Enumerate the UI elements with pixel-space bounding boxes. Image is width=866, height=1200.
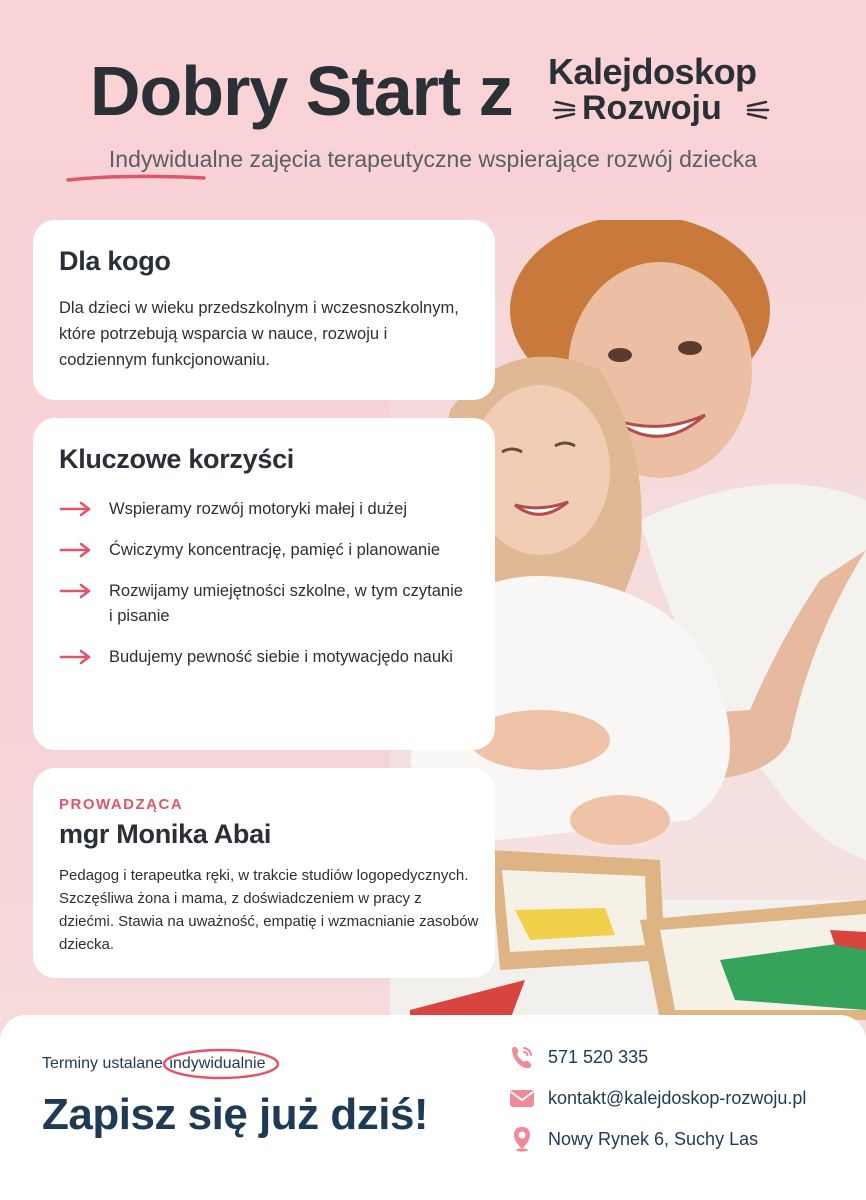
lead-label: PROWADZĄCA	[59, 796, 184, 813]
benefit-text: Budujemy pewność siebie i motywacjędo nauki	[109, 648, 453, 666]
benefit-item	[59, 497, 464, 522]
benefit-text: Wspieramy rozwój motoryki małej i dużej	[109, 500, 407, 518]
logo-sparkle-icon	[548, 88, 778, 128]
subtitle	[0, 146, 866, 173]
lead-name: mgr Monika Abai	[59, 819, 272, 849]
phone-number: 571 520 335	[548, 1047, 649, 1067]
address-text: Nowy Rynek 6, Suchy Las	[548, 1129, 759, 1149]
arrow-right-icon	[59, 501, 93, 517]
page-title: Dobry Start z	[90, 52, 513, 130]
for-whom-heading: Dla kogo	[59, 246, 171, 276]
arrow-right-icon	[59, 583, 93, 599]
benefits-list	[59, 497, 469, 670]
for-whom-text: Dla dzieci w wieku przedszkolnym i wczesnoszkolnym, które potrzebują wsparcia w nauce, rozwoju i codziennym funkcjonowaniu.	[59, 299, 459, 369]
logo-text-line1: Kalejdoskop	[548, 51, 757, 92]
envelope-icon	[508, 1084, 536, 1112]
benefit-item	[59, 579, 464, 629]
footer	[0, 1015, 866, 1200]
underline-brush-icon	[66, 172, 206, 184]
terms-circled	[167, 1055, 267, 1073]
benefit-text: Ćwiczymy koncentrację, pamięć i planowanie	[109, 541, 441, 559]
lead-bio: Pedagog i terapeutka ręki, w trakcie studiów logopedycznych. Szczęśliwa żona i mama, z doświadczeniem w pracy z dziećmi. Stawia na uważność, empatię i wzmacnianie zasobów dziecka.	[59, 867, 479, 953]
benefit-text: Rozwijamy umiejętności szkolne, w tym czytanie i pisanie	[109, 582, 463, 625]
cta-headline: Zapisz się już dziś!	[42, 1090, 429, 1139]
terms-circled-text: indywidualnie	[169, 1055, 266, 1072]
arrow-right-icon	[59, 542, 93, 558]
benefit-item	[59, 645, 464, 670]
card-benefits	[33, 418, 495, 750]
card-lead-therapist	[33, 768, 495, 978]
arrow-right-icon	[59, 649, 93, 665]
subtitle-highlight: Indywidualne	[108, 146, 244, 172]
phone-icon	[508, 1043, 536, 1071]
brand-logo	[548, 52, 778, 132]
circle-highlight-icon	[161, 1047, 281, 1081]
benefits-heading: Kluczowe korzyści	[59, 444, 294, 474]
logo-text-line2: Rozwoju	[582, 89, 722, 127]
header	[0, 48, 866, 134]
benefit-item	[59, 538, 464, 563]
map-pin-icon	[508, 1125, 536, 1153]
email-address: kontakt@kalejdoskop-rozwoju.pl	[548, 1088, 807, 1108]
subtitle-text: zajęcia terapeutyczne wspierające rozwój dziecka	[243, 146, 758, 172]
terms-prefix: Terminy ustalane	[42, 1055, 163, 1072]
card-for-whom	[33, 220, 495, 400]
terms-note	[42, 1055, 267, 1073]
